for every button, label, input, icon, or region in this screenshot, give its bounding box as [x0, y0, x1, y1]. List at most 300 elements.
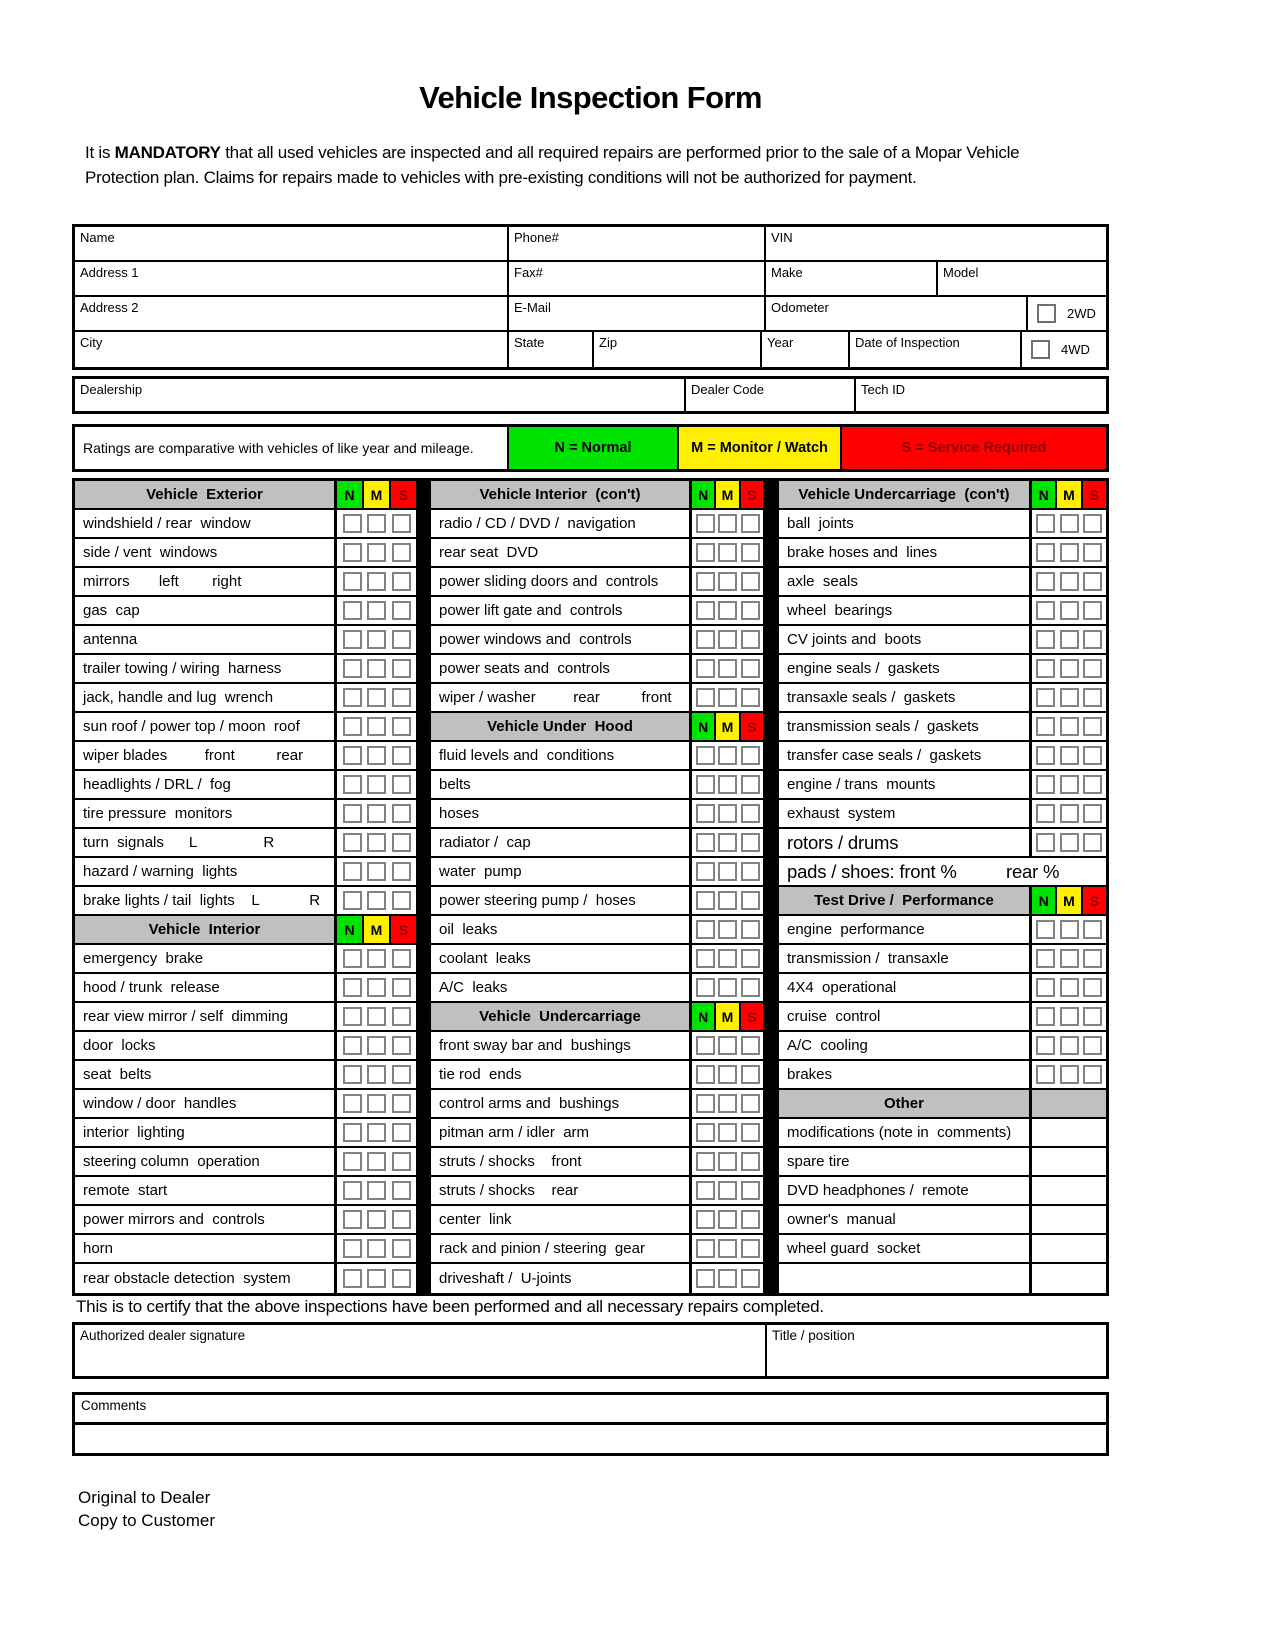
- checkbox-m[interactable]: [1060, 978, 1079, 997]
- checkbox-m[interactable]: [718, 572, 737, 591]
- rating-checkboxes: [1029, 1003, 1106, 1030]
- checkbox-s[interactable]: [392, 949, 411, 968]
- vin-label: VIN: [771, 230, 793, 245]
- checkbox-n[interactable]: [343, 601, 362, 620]
- state-field[interactable]: [509, 332, 594, 367]
- checkbox-n[interactable]: [343, 514, 362, 533]
- checkbox-n[interactable]: [1036, 514, 1055, 533]
- checkbox-n[interactable]: [343, 543, 362, 562]
- checkbox-s[interactable]: [1083, 659, 1102, 678]
- checkbox-m[interactable]: [1060, 688, 1079, 707]
- checkbox-n[interactable]: [1036, 601, 1055, 620]
- checkbox-s[interactable]: [392, 543, 411, 562]
- checkbox-n[interactable]: [1036, 659, 1055, 678]
- checkbox-m[interactable]: [1060, 717, 1079, 736]
- rating-checkboxes: [334, 742, 416, 769]
- rating-checkboxes: [334, 1235, 416, 1262]
- rating-checkboxes: [1029, 771, 1106, 798]
- checkbox-n[interactable]: [343, 1152, 362, 1171]
- checkbox-s[interactable]: [1083, 746, 1102, 765]
- item-label: rack and pinion / steering gear: [439, 1240, 645, 1257]
- checkbox-s[interactable]: [1083, 804, 1102, 823]
- address2-label: Address 2: [80, 300, 139, 315]
- checkbox-s[interactable]: [392, 1152, 411, 1171]
- checkbox-n[interactable]: [696, 1239, 715, 1258]
- item-label: power mirrors and controls: [83, 1211, 265, 1228]
- checkbox-m[interactable]: [718, 688, 737, 707]
- checkbox-n[interactable]: [343, 1181, 362, 1200]
- checkbox-s[interactable]: [1083, 630, 1102, 649]
- checkbox-s[interactable]: [741, 659, 760, 678]
- checkbox-m[interactable]: [1060, 833, 1079, 852]
- section-header-spacer: [1029, 1090, 1106, 1117]
- checkbox-s[interactable]: [741, 1036, 760, 1055]
- checklist-item-row: [779, 1003, 1106, 1032]
- checkbox-m[interactable]: [1060, 949, 1079, 968]
- checkbox-m[interactable]: [367, 1007, 386, 1026]
- rating-chip-n: N: [692, 1003, 714, 1030]
- checkbox-n[interactable]: [696, 601, 715, 620]
- checkbox-n[interactable]: [343, 630, 362, 649]
- checkbox-m[interactable]: [1060, 1036, 1079, 1055]
- checkbox-n[interactable]: [343, 804, 362, 823]
- checkbox-s[interactable]: [741, 920, 760, 939]
- checkbox-s[interactable]: [392, 862, 411, 881]
- checklist-item-row: [75, 684, 416, 713]
- checklist-item-row: [75, 829, 416, 858]
- checklist-item-row: [431, 655, 763, 684]
- zip-field[interactable]: [594, 332, 762, 367]
- checklist-item-row: [431, 568, 763, 597]
- checkbox-m[interactable]: [367, 1123, 386, 1142]
- checkbox-m[interactable]: [718, 1152, 737, 1171]
- checkbox-n[interactable]: [696, 1181, 715, 1200]
- checkbox-n[interactable]: [1036, 1065, 1055, 1084]
- checkbox-s[interactable]: [1083, 775, 1102, 794]
- checkbox-s[interactable]: [741, 978, 760, 997]
- checkbox-n[interactable]: [1036, 572, 1055, 591]
- model-field[interactable]: [938, 262, 1106, 295]
- checkbox-s[interactable]: [741, 601, 760, 620]
- checkbox-n[interactable]: [343, 978, 362, 997]
- item-label: hazard / warning lights: [83, 863, 238, 880]
- checkbox-s[interactable]: [1083, 949, 1102, 968]
- fax-field[interactable]: [509, 262, 766, 295]
- checkbox-m[interactable]: [718, 746, 737, 765]
- checkbox-s[interactable]: [392, 978, 411, 997]
- checkbox-n[interactable]: [343, 688, 362, 707]
- checkbox-s[interactable]: [392, 891, 411, 910]
- checkbox-s[interactable]: [392, 572, 411, 591]
- checkbox-n[interactable]: [343, 1007, 362, 1026]
- checkbox-n[interactable]: [1036, 1007, 1055, 1026]
- checkbox-n[interactable]: [343, 1210, 362, 1229]
- checkbox-n[interactable]: [696, 688, 715, 707]
- checkbox-n[interactable]: [343, 1123, 362, 1142]
- checkbox-s[interactable]: [1083, 543, 1102, 562]
- checkbox-n[interactable]: [1036, 543, 1055, 562]
- name-field[interactable]: [75, 227, 509, 260]
- checkbox-m[interactable]: [367, 717, 386, 736]
- rating-checkboxes: [334, 800, 416, 827]
- checkbox-s[interactable]: [392, 514, 411, 533]
- fax-label: Fax#: [514, 265, 543, 280]
- checkbox-m[interactable]: [718, 891, 737, 910]
- rating-checkboxes: [689, 800, 763, 827]
- item-label: rotors / drums: [787, 831, 899, 853]
- vin-field[interactable]: [766, 227, 1106, 260]
- checkbox-n[interactable]: [696, 1269, 715, 1288]
- checkbox-n[interactable]: [696, 1123, 715, 1142]
- checkbox-s[interactable]: [741, 1094, 760, 1113]
- checkbox-s[interactable]: [392, 1210, 411, 1229]
- checkbox-s[interactable]: [392, 775, 411, 794]
- checkbox-m[interactable]: [718, 1036, 737, 1055]
- checkbox-m[interactable]: [367, 1152, 386, 1171]
- checkbox-n[interactable]: [1036, 920, 1055, 939]
- title-position-field[interactable]: [767, 1325, 1106, 1376]
- checkbox-m[interactable]: [1060, 1065, 1079, 1084]
- checkbox-s[interactable]: [741, 630, 760, 649]
- checkbox-s[interactable]: [1083, 1065, 1102, 1084]
- checkbox-n[interactable]: [343, 1269, 362, 1288]
- checkbox-m[interactable]: [367, 659, 386, 678]
- checkbox-s[interactable]: [1083, 514, 1102, 533]
- checkbox-m[interactable]: [718, 862, 737, 881]
- checkbox-m[interactable]: [1060, 601, 1079, 620]
- checkbox-m[interactable]: [718, 920, 737, 939]
- rating-checkboxes: [1029, 626, 1106, 653]
- checkbox-n[interactable]: [343, 659, 362, 678]
- checkbox-s[interactable]: [1083, 601, 1102, 620]
- checkbox-s[interactable]: [392, 1007, 411, 1026]
- rating-checkboxes: [1029, 829, 1106, 856]
- rating-chip-m: M: [1055, 887, 1080, 914]
- checkbox-m[interactable]: [367, 1269, 386, 1288]
- checkbox-m[interactable]: [718, 775, 737, 794]
- checkbox-m[interactable]: [1060, 659, 1079, 678]
- checkbox-n[interactable]: [1036, 833, 1055, 852]
- checkbox-m[interactable]: [367, 862, 386, 881]
- checkbox-m[interactable]: [1060, 543, 1079, 562]
- checkbox-s[interactable]: [741, 543, 760, 562]
- checkbox-n[interactable]: [696, 891, 715, 910]
- checkbox-n[interactable]: [696, 514, 715, 533]
- checkbox-s[interactable]: [392, 659, 411, 678]
- 4wd-checkbox[interactable]: [1031, 340, 1050, 359]
- checkbox-m[interactable]: [367, 1094, 386, 1113]
- checkbox-m[interactable]: [367, 978, 386, 997]
- section-header-row: [431, 1003, 763, 1032]
- checkbox-n[interactable]: [696, 630, 715, 649]
- checkbox-n[interactable]: [343, 1094, 362, 1113]
- item-label: power steering pump / hoses: [439, 892, 636, 909]
- rating-chips: [1029, 887, 1106, 914]
- checkbox-m[interactable]: [718, 514, 737, 533]
- checkbox-s[interactable]: [1083, 833, 1102, 852]
- dealership-field[interactable]: [75, 379, 686, 411]
- section-header-row: [431, 713, 763, 742]
- make-field[interactable]: [766, 262, 938, 295]
- checkbox-n[interactable]: [696, 949, 715, 968]
- checkbox-m[interactable]: [718, 804, 737, 823]
- item-label: [779, 1264, 1029, 1293]
- checkbox-n[interactable]: [1036, 804, 1055, 823]
- checkbox-m[interactable]: [718, 601, 737, 620]
- checkbox-s[interactable]: [741, 891, 760, 910]
- checkbox-s[interactable]: [392, 1123, 411, 1142]
- rating-chip-m: M: [362, 916, 389, 943]
- item-label: wheel bearings: [787, 602, 893, 619]
- checkbox-m[interactable]: [367, 688, 386, 707]
- checkbox-n[interactable]: [696, 659, 715, 678]
- checkbox-m[interactable]: [718, 659, 737, 678]
- checkbox-s[interactable]: [741, 775, 760, 794]
- checkbox-m[interactable]: [367, 833, 386, 852]
- checkbox-s[interactable]: [392, 804, 411, 823]
- item-label: water pump: [439, 863, 522, 880]
- checkbox-s[interactable]: [392, 1036, 411, 1055]
- make-label: Make: [771, 265, 803, 280]
- checkbox-n[interactable]: [1036, 1036, 1055, 1055]
- checkbox-s[interactable]: [392, 630, 411, 649]
- checkbox-m[interactable]: [1060, 920, 1079, 939]
- checkbox-s[interactable]: [392, 746, 411, 765]
- checkbox-m[interactable]: [367, 1181, 386, 1200]
- comments-entry-row[interactable]: [75, 1425, 1106, 1453]
- item-label: coolant leaks: [439, 950, 531, 967]
- checkbox-n[interactable]: [1036, 630, 1055, 649]
- checkbox-m[interactable]: [718, 833, 737, 852]
- checkbox-n[interactable]: [343, 1036, 362, 1055]
- item-label: transmission seals / gaskets: [787, 718, 979, 735]
- checkbox-s[interactable]: [741, 833, 760, 852]
- checkbox-n[interactable]: [1036, 717, 1055, 736]
- certification-statement: This is to certify that the above inspections have been performed and all necessary repairs completed.: [76, 1297, 824, 1316]
- phone-field[interactable]: [509, 227, 766, 260]
- checkbox-s[interactable]: [741, 1210, 760, 1229]
- checkbox-n[interactable]: [696, 775, 715, 794]
- rating-checkboxes: [334, 539, 416, 566]
- checkbox-s[interactable]: [741, 1123, 760, 1142]
- year-label: Year: [767, 335, 794, 350]
- checkbox-m[interactable]: [1060, 746, 1079, 765]
- checkbox-s[interactable]: [741, 949, 760, 968]
- item-label: CV joints and boots: [787, 631, 922, 648]
- checkbox-m[interactable]: [367, 775, 386, 794]
- checkbox-s[interactable]: [1083, 572, 1102, 591]
- checkbox-s[interactable]: [392, 601, 411, 620]
- rating-chip-s: S: [739, 1003, 763, 1030]
- rating-checkboxes: [334, 1148, 416, 1175]
- checkbox-s[interactable]: [741, 746, 760, 765]
- checkbox-n[interactable]: [1036, 746, 1055, 765]
- rating-chip-s: S: [739, 481, 763, 508]
- 2wd-checkbox[interactable]: [1037, 304, 1056, 323]
- checkbox-m[interactable]: [718, 1065, 737, 1084]
- legend-normal: [509, 427, 679, 469]
- rating-checkboxes: [334, 1061, 416, 1088]
- checkbox-m[interactable]: [367, 1210, 386, 1229]
- checkbox-m[interactable]: [718, 1269, 737, 1288]
- checkbox-n[interactable]: [696, 1036, 715, 1055]
- rating-chip-n: N: [337, 481, 362, 508]
- comments-label-row[interactable]: [75, 1395, 1106, 1425]
- dealer-code-field[interactable]: [686, 379, 856, 411]
- checkbox-s[interactable]: [1083, 1007, 1102, 1026]
- checkbox-n[interactable]: [343, 572, 362, 591]
- checkbox-m[interactable]: [367, 514, 386, 533]
- checkbox-m[interactable]: [718, 1123, 737, 1142]
- checkbox-m[interactable]: [1060, 1007, 1079, 1026]
- checkbox-m[interactable]: [718, 949, 737, 968]
- checkbox-s[interactable]: [392, 833, 411, 852]
- checklist-item-row: [779, 916, 1106, 945]
- checkbox-m[interactable]: [1060, 630, 1079, 649]
- state-label: State: [514, 335, 545, 350]
- checkbox-n[interactable]: [696, 746, 715, 765]
- checkbox-s[interactable]: [741, 804, 760, 823]
- checkbox-m[interactable]: [718, 630, 737, 649]
- checkbox-m[interactable]: [367, 543, 386, 562]
- checkbox-m[interactable]: [367, 804, 386, 823]
- checklist-item-row: [779, 684, 1106, 713]
- checkbox-n[interactable]: [343, 717, 362, 736]
- checkbox-s[interactable]: [741, 1181, 760, 1200]
- item-label: rear seat DVD: [439, 544, 539, 561]
- item-label: hoses: [439, 805, 480, 822]
- checkbox-s[interactable]: [741, 862, 760, 881]
- intro-lead: It is: [85, 143, 115, 162]
- checkbox-s[interactable]: [392, 1239, 411, 1258]
- checkbox-m[interactable]: [1060, 572, 1079, 591]
- checkbox-s[interactable]: [741, 1239, 760, 1258]
- checkbox-n[interactable]: [343, 862, 362, 881]
- checklist-item-row: [779, 1148, 1106, 1177]
- email-field[interactable]: [509, 297, 766, 330]
- checkbox-s[interactable]: [392, 717, 411, 736]
- checkbox-m[interactable]: [718, 978, 737, 997]
- rating-chip-s: S: [389, 481, 416, 508]
- checkbox-n[interactable]: [343, 775, 362, 794]
- rating-chip-m: M: [714, 481, 738, 508]
- checklist-item-row: [75, 568, 416, 597]
- dealer-signature-field[interactable]: [75, 1325, 767, 1376]
- rating-checkboxes: [334, 974, 416, 1001]
- tech-id-field[interactable]: [856, 379, 1106, 411]
- checkbox-m[interactable]: [1060, 804, 1079, 823]
- checkbox-s[interactable]: [1083, 1036, 1102, 1055]
- checkbox-n[interactable]: [1036, 775, 1055, 794]
- checkbox-n[interactable]: [343, 746, 362, 765]
- email-label: E-Mail: [514, 300, 551, 315]
- checkbox-n[interactable]: [1036, 688, 1055, 707]
- checkbox-n[interactable]: [696, 1094, 715, 1113]
- empty-cell: [1029, 1264, 1106, 1293]
- checkbox-m[interactable]: [718, 543, 737, 562]
- checkbox-s[interactable]: [741, 514, 760, 533]
- item-label: window / door handles: [83, 1095, 237, 1112]
- item-label: transmission / transaxle: [787, 950, 949, 967]
- checkbox-s[interactable]: [392, 1094, 411, 1113]
- checkbox-n[interactable]: [696, 1210, 715, 1229]
- checkbox-m[interactable]: [718, 1239, 737, 1258]
- checkbox-m[interactable]: [367, 601, 386, 620]
- checkbox-n[interactable]: [696, 978, 715, 997]
- checkbox-s[interactable]: [392, 1065, 411, 1084]
- checkbox-n[interactable]: [696, 1065, 715, 1084]
- odometer-field[interactable]: [766, 297, 1028, 330]
- address1-field[interactable]: [75, 262, 509, 295]
- checkbox-m[interactable]: [367, 630, 386, 649]
- rating-checkboxes: [334, 945, 416, 972]
- checkbox-s[interactable]: [741, 1065, 760, 1084]
- checkbox-s[interactable]: [741, 1269, 760, 1288]
- address2-field[interactable]: [75, 297, 509, 330]
- checkbox-m[interactable]: [718, 1094, 737, 1113]
- checkbox-m[interactable]: [367, 949, 386, 968]
- year-field[interactable]: [762, 332, 850, 367]
- checkbox-m[interactable]: [718, 1181, 737, 1200]
- checkbox-m[interactable]: [367, 746, 386, 765]
- checkbox-n[interactable]: [343, 833, 362, 852]
- checkbox-n[interactable]: [343, 1065, 362, 1084]
- checkbox-m[interactable]: [367, 1065, 386, 1084]
- checklist-item-row: [75, 945, 416, 974]
- checkbox-n[interactable]: [696, 804, 715, 823]
- checkbox-s[interactable]: [1083, 717, 1102, 736]
- checkbox-n[interactable]: [1036, 978, 1055, 997]
- checkbox-s[interactable]: [741, 572, 760, 591]
- checkbox-m[interactable]: [718, 1210, 737, 1229]
- checkbox-m[interactable]: [367, 1036, 386, 1055]
- rating-checkboxes: [334, 568, 416, 595]
- rating-chip-n: N: [337, 916, 362, 943]
- checklist-item-row: [75, 1264, 416, 1293]
- checkbox-s[interactable]: [392, 1181, 411, 1200]
- checkbox-m[interactable]: [367, 1239, 386, 1258]
- checklist-item-row: [75, 800, 416, 829]
- checkbox-s[interactable]: [392, 1269, 411, 1288]
- checkbox-m[interactable]: [1060, 775, 1079, 794]
- checkbox-n[interactable]: [696, 572, 715, 591]
- checklist-item-row: [75, 1119, 416, 1148]
- rating-checkboxes: [334, 510, 416, 537]
- checkbox-m[interactable]: [367, 891, 386, 910]
- checkbox-s[interactable]: [741, 1152, 760, 1171]
- checkbox-m[interactable]: [1060, 514, 1079, 533]
- checkbox-m[interactable]: [367, 572, 386, 591]
- checkbox-n[interactable]: [343, 891, 362, 910]
- empty-cell: [1029, 1177, 1106, 1204]
- checkbox-s[interactable]: [741, 688, 760, 707]
- checkbox-s[interactable]: [1083, 688, 1102, 707]
- checkbox-n[interactable]: [696, 920, 715, 939]
- checkbox-n[interactable]: [696, 543, 715, 562]
- checkbox-n[interactable]: [696, 1152, 715, 1171]
- city-field[interactable]: [75, 332, 509, 367]
- checkbox-s[interactable]: [392, 688, 411, 707]
- checkbox-n[interactable]: [343, 949, 362, 968]
- inspection-date-field[interactable]: [850, 332, 1022, 367]
- checkbox-n[interactable]: [696, 833, 715, 852]
- checkbox-n[interactable]: [1036, 949, 1055, 968]
- legend-service-text: S = Service Required: [901, 440, 1047, 456]
- checkbox-s[interactable]: [1083, 920, 1102, 939]
- checkbox-n[interactable]: [343, 1239, 362, 1258]
- checkbox-n[interactable]: [696, 862, 715, 881]
- checkbox-s[interactable]: [1083, 978, 1102, 997]
